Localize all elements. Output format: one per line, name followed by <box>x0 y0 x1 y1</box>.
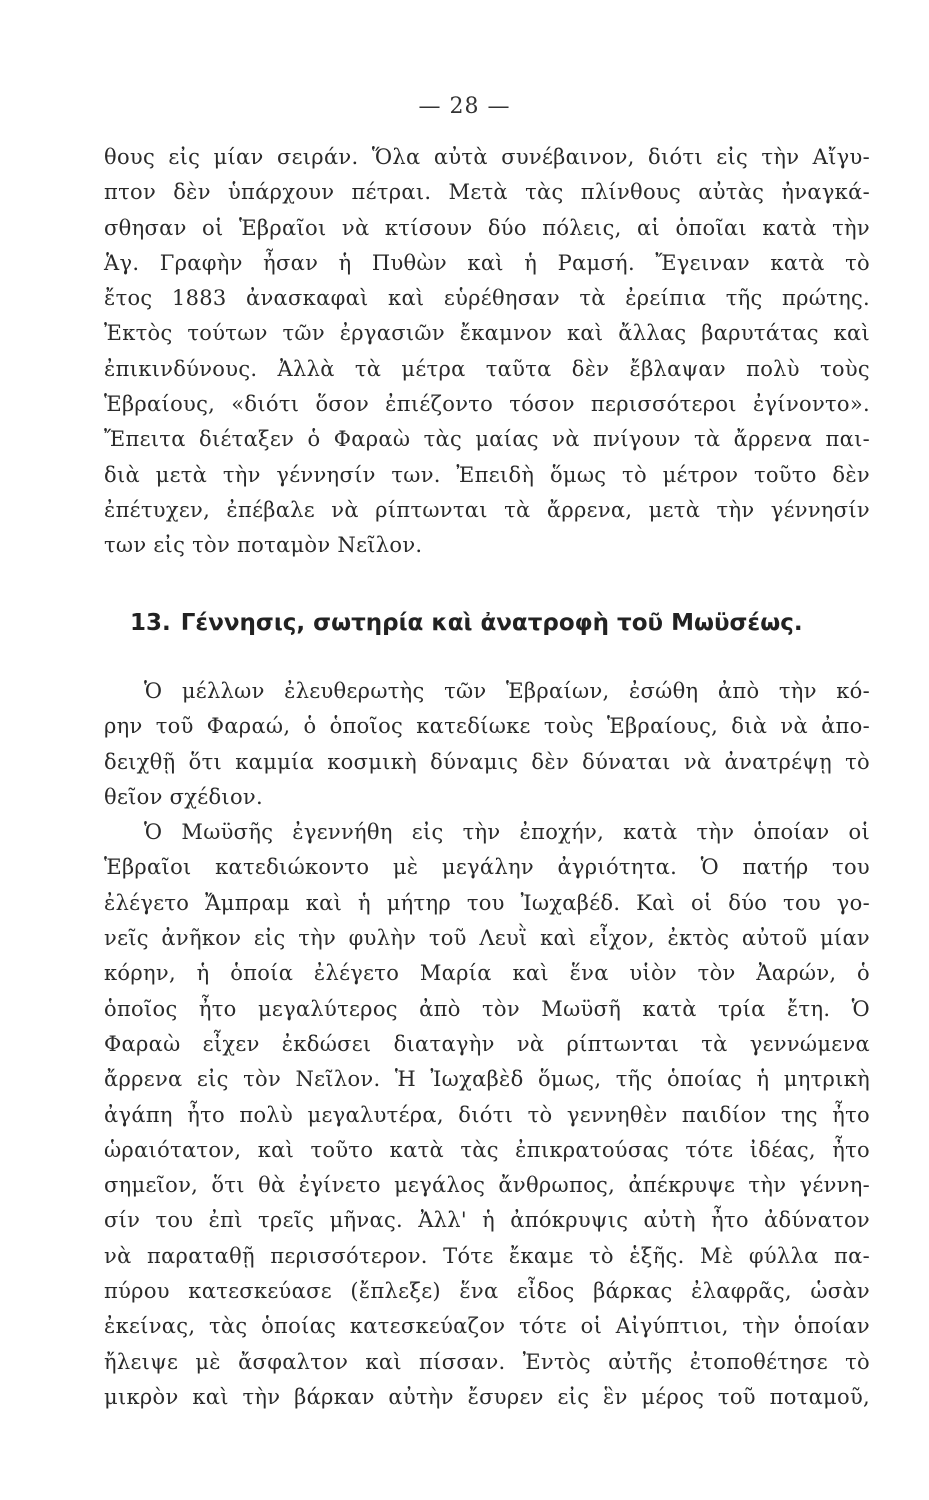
text-line: μικρὸν καὶ τὴν βάρκαν αὐτὴν ἔσυρεν εἰς ἓν μέρος τοῦ ποταμοῦ, <box>104 1384 870 1409</box>
text-line: δειχθῇ ὅτι καμμία κοσμικὴ δύναμις δὲν δύναται νὰ ἀνατρέψῃ τὸ <box>104 749 870 774</box>
text-line: νὰ παραταθῇ περισσότερον. Τότε ἔκαμε τὸ ἑξῆς. Μὲ φύλλα πα- <box>104 1243 870 1268</box>
text-line: νεῖς ἀνῆκον εἰς τὴν φυλὴν τοῦ Λευῒ καὶ εἶχον, ἐκτὸς αὐτοῦ μίαν <box>104 926 870 951</box>
text-line: Ὁ Μωϋσῆς ἐγεννήθη εἰς τὴν ἐποχήν, κατὰ τὴν ὁποίαν οἱ <box>144 820 870 845</box>
text-line: σημεῖον, ὅτι θὰ ἐγίνετο μεγάλος ἄνθρωπος, ἀπέκρυψε τὴν γέννη- <box>104 1173 870 1198</box>
text-line: ἐπικινδύνους. Ἀλλὰ τὰ μέτρα ταῦτα δὲν ἔβλαψαν πολὺ τοὺς <box>104 356 870 381</box>
text-line: σίν του ἐπὶ τρεῖς μῆνας. Ἀλλ' ἡ ἀπόκρυψις αὐτὴ ἦτο ἀδύνατον <box>104 1208 870 1233</box>
section-number: 13. <box>130 610 171 636</box>
section-body <box>104 674 870 1415</box>
text-line: ἐπέτυχεν, ἐπέβαλε νὰ ρίπτωνται τὰ ἄρρενα, μετὰ τὴν γέννησίν <box>104 497 870 522</box>
text-line: ρην τοῦ Φαραώ, ὁ ὁποῖος κατεδίωκε τοὺς Ἑβραίους, διὰ νὰ ἀπο- <box>104 714 870 739</box>
text-line: ἐλέγετο Ἄμπραμ καὶ ἡ μήτηρ του Ἰωχαβέδ. Καὶ οἱ δύο του γο- <box>104 890 870 915</box>
section-title: Γέννησις, σωτηρία καὶ ἀνατροφὴ τοῦ Μωϋσέως. <box>180 610 803 636</box>
text-line: των εἰς τὸν ποταμὸν Νεῖλον. <box>104 533 423 558</box>
text-line: κόρην, ἡ ὁποία ἐλέγετο Μαρία καὶ ἕνα υἱὸν τὸν Ἀαρών, ὁ <box>104 961 870 986</box>
section-heading <box>130 610 870 636</box>
text-line: ἤλειψε μὲ ἄσφαλτον καὶ πίσσαν. Ἐντὸς αὐτῆς ἐτοποθέτησε τὸ <box>104 1349 870 1374</box>
text-line: πύρου κατεσκεύασε (ἔπλεξε) ἕνα εἶδος βάρκας ἐλαφρᾶς, ὡσὰν <box>104 1279 870 1304</box>
text-line: Ὁ μέλλων ἐλευθερωτὴς τῶν Ἑβραίων, ἐσώθη ἀπὸ τὴν κό- <box>144 679 870 703</box>
text-line: Ἔπειτα διέταξεν ὁ Φαραὼ τὰς μαίας νὰ πνίγουν τὰ ἄρρενα παι- <box>104 427 870 452</box>
text-line: Ἑβραῖοι κατεδιώκοντο μὲ μεγάλην ἀγριότητα. Ὁ πατήρ του <box>104 855 870 880</box>
text-line: σθησαν οἱ Ἑβραῖοι νὰ κτίσουν δύο πόλεις, αἱ ὁποῖαι κατὰ τὴν <box>104 215 870 240</box>
text-line: ἔτος 1883 ἀνασκαφαὶ καὶ εὑρέθησαν τὰ ἐρείπια τῆς πρώτης. <box>104 286 870 311</box>
text-line: ἀγάπη ἦτο πολὺ μεγαλυτέρα, διότι τὸ γεννηθὲν παιδίον της ἦτο <box>104 1102 870 1127</box>
paragraph-1 <box>104 140 870 564</box>
text-line: θεῖον σχέδιον. <box>104 784 263 809</box>
text-line: Ἑβραίους, «διότι ὅσον ἐπιέζοντο τόσον περισσότεροι ἐγίνοντο». <box>104 392 870 417</box>
text-line: Ἁγ. Γραφὴν ἦσαν ἡ Πυθὼν καὶ ἡ Ραμσή. Ἔγειναν κατὰ τὸ <box>104 250 870 275</box>
text-line: Ἐκτὸς τούτων τῶν ἐργασιῶν ἔκαμνον καὶ ἄλλας βαρυτάτας καὶ <box>104 321 870 346</box>
text-line: ἐκείνας, τὰς ὁποίας κατεσκεύαζον τότε οἱ Αἰγύπτιοι, τὴν ὁποίαν <box>104 1314 870 1339</box>
text-line: ἄρρενα εἰς τὸν Νεῖλον. Ἡ Ἰωχαβὲδ ὅμως, τῆς ὁποίας ἡ μητρικὴ <box>104 1067 870 1092</box>
text-line: ὡραιότατον, καὶ τοῦτο κατὰ τὰς ἐπικρατούσας τότε ἰδέας, ἦτο <box>104 1137 870 1162</box>
text-line: Φαραὼ εἶχεν ἐκδώσει διαταγὴν νὰ ρίπτωνται τὰ γεννώμενα <box>104 1031 870 1056</box>
text-line: ὁποῖος ἦτο μεγαλύτερος ἀπὸ τὸν Μωϋσῆ κατὰ τρία ἔτη. Ὁ <box>104 996 870 1021</box>
text-line: θους εἰς μίαν σειράν. Ὅλα αὐτὰ συνέβαινον, διότι εἰς τὴν Αἴγυ- <box>104 145 870 169</box>
text-line: πτον δὲν ὑπάρχουν πέτραι. Μετὰ τὰς πλίνθους αὐτὰς ἠναγκά- <box>104 180 870 205</box>
text-line: διὰ μετὰ τὴν γέννησίν των. Ἐπειδὴ ὅμως τὸ μέτρον τοῦτο δὲν <box>104 462 870 487</box>
page-number: — 28 — <box>418 94 511 119</box>
